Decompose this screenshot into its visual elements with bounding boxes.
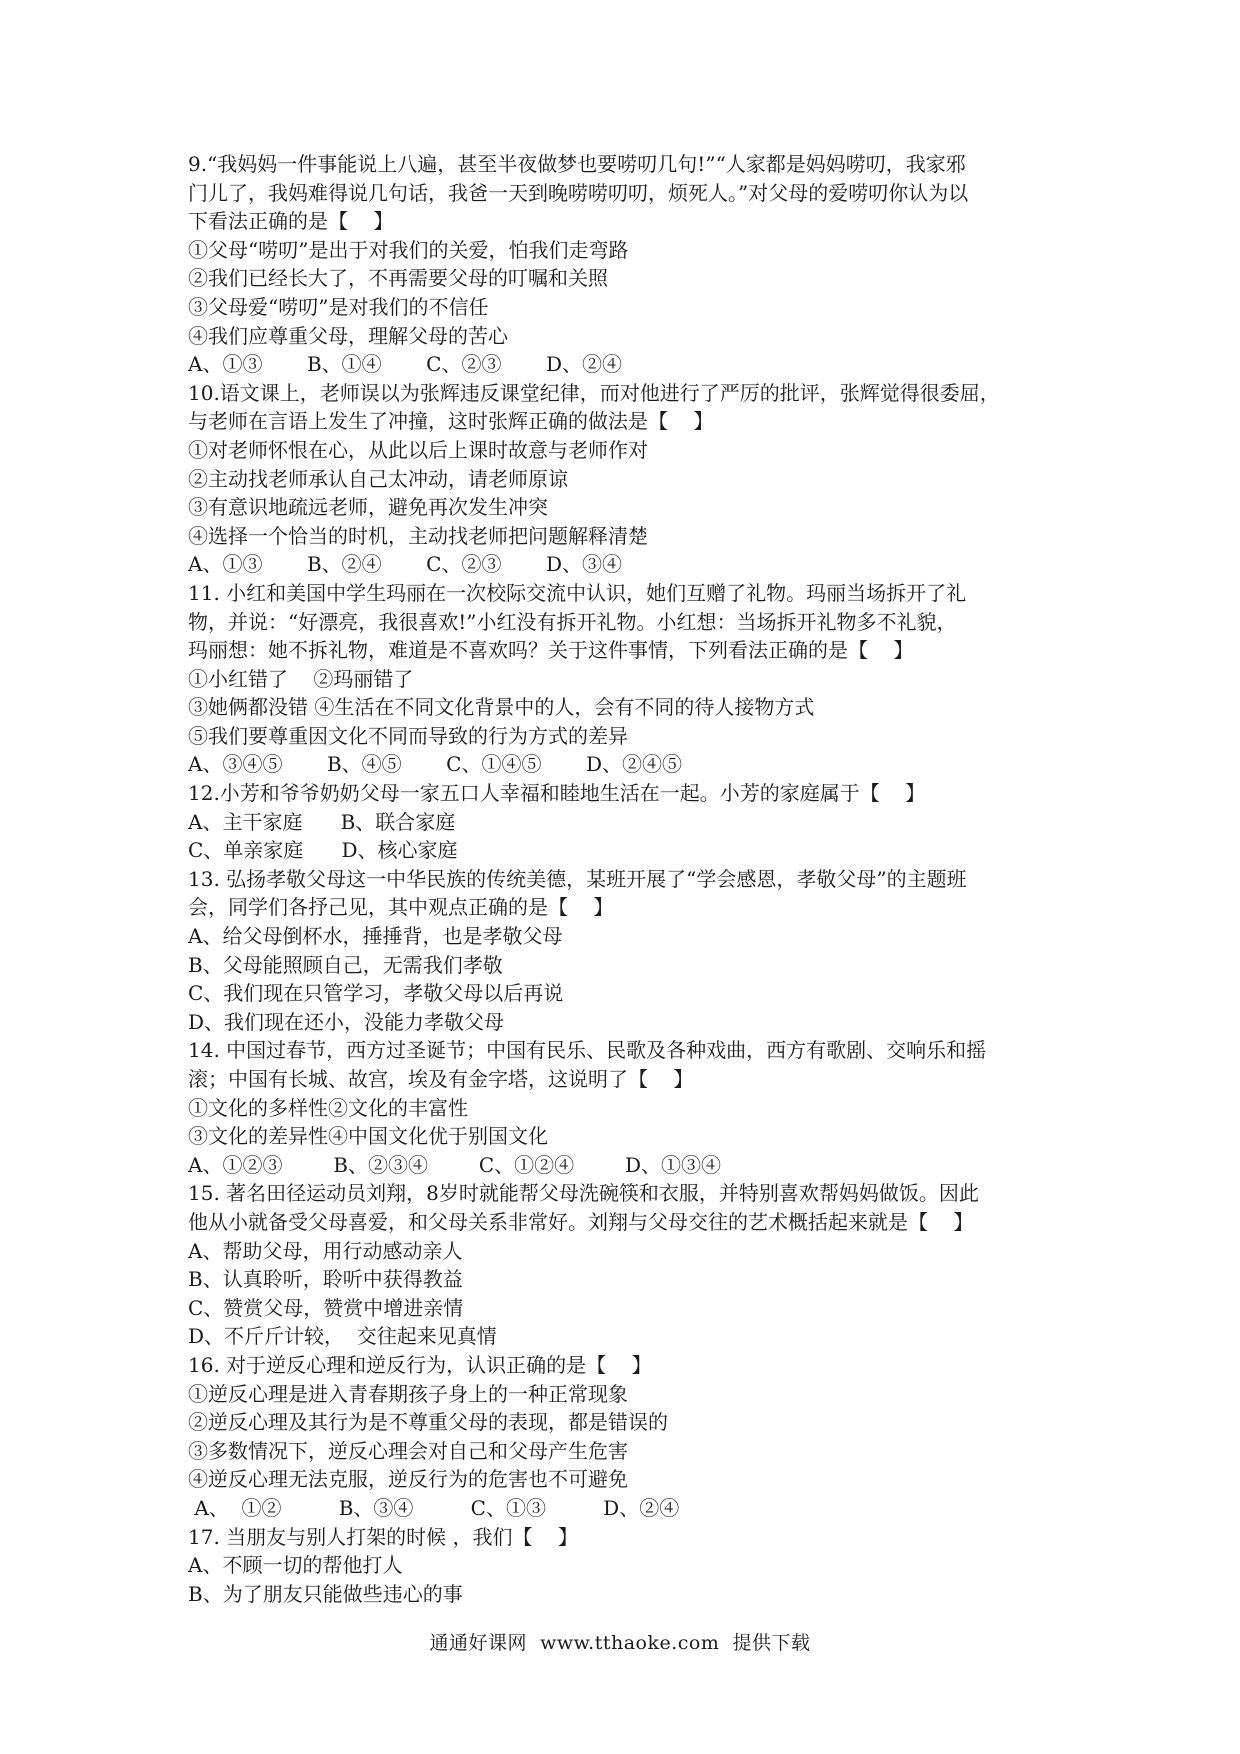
text-line: ④我们应尊重父母，理解父母的苦心 bbox=[188, 323, 508, 348]
text-line: 11. 小红和美国中学生玛丽在一次校际交流中认识，她们互赠了礼物。玛丽当场拆开了礼 bbox=[188, 580, 967, 605]
text-line: ①文化的多样性②文化的丰富性 bbox=[188, 1095, 468, 1120]
text-line: 14. 中国过春节，西方过圣诞节；中国有民乐、民歌及各种戏曲，西方有歌剧、交响乐和摇 bbox=[188, 1038, 987, 1063]
text-line: A、主干家庭 B、联合家庭 bbox=[188, 809, 456, 834]
text-line: ①逆反心理是进入青春期孩子身上的一种正常现象 bbox=[188, 1381, 628, 1406]
text-line: C、单亲家庭 D、核心家庭 bbox=[188, 838, 458, 863]
text-line: A、①③ B、①④ C、②③ D、②④ bbox=[188, 352, 622, 377]
text-line: A、给父母倒杯水，捶捶背，也是孝敬父母 bbox=[188, 924, 563, 949]
text-line: D、不斤斤计较， 交往起来见真情 bbox=[188, 1324, 497, 1349]
text-line: 滚；中国有长城、故宫，埃及有金字塔，这说明了【 】 bbox=[188, 1067, 694, 1091]
text-line: A、 ①② B、③④ C、①③ D、②④ bbox=[188, 1495, 680, 1520]
text-line: 玛丽想：她不拆礼物，难道是不喜欢吗？关于这件事情，下列看法正确的是【 】 bbox=[188, 638, 914, 663]
text-line: 13. 弘扬孝敬父母这一中华民族的传统美德，某班开展了“学会感恩，孝敬父母”的主题班 bbox=[188, 866, 967, 891]
text-line: A、帮助父母，用行动感动亲人 bbox=[188, 1238, 463, 1263]
text-line: ①对老师怀恨在心，从此以后上课时故意与老师作对 bbox=[188, 437, 648, 462]
text-line: A、③④⑤ B、④⑤ C、①④⑤ D、②④⑤ bbox=[188, 752, 682, 777]
text-line: ②主动找老师承认自己太冲动，请老师原谅 bbox=[188, 466, 568, 491]
text-line: ③有意识地疏远老师，避免再次发生冲突 bbox=[188, 495, 548, 520]
text-line: B、为了朋友只能做些违心的事 bbox=[188, 1581, 463, 1606]
text-line: ④选择一个恰当的时机，主动找老师把问题解释清楚 bbox=[188, 523, 648, 548]
text-line: 他从小就备受父母喜爱，和父母关系非常好。刘翔与父母交往的艺术概括起来就是【 】 bbox=[188, 1209, 974, 1234]
text-line: 物，并说：“好漂亮，我很喜欢!”小红没有拆开礼物。小红想：当场拆开礼物多不礼貌， bbox=[188, 609, 957, 634]
text-line: A、①②③ B、②③④ C、①②④ D、①③④ bbox=[188, 1152, 722, 1177]
text-line: 与老师在言语上发生了冲撞，这时张辉正确的做法是【 】 bbox=[188, 409, 714, 434]
text-line: ①小红错了 ②玛丽错了 bbox=[188, 666, 414, 691]
text-line: ②逆反心理及其行为是不尊重父母的表现，都是错误的 bbox=[188, 1410, 668, 1435]
text-line: 16. 对于逆反心理和逆反行为，认识正确的是【 】 bbox=[188, 1352, 652, 1377]
text-line: 17. 当朋友与别人打架的时候 ，我们【 】 bbox=[188, 1524, 578, 1549]
text-line: A、不顾一切的帮他打人 bbox=[188, 1553, 403, 1578]
text-line: 门儿了，我妈难得说几句话，我爸一天到晚唠唠叨叨，烦死人。”对父母的爱唠叨你认为以 bbox=[188, 180, 969, 205]
page-footer: 通通好课网 www.tthaoke.com 提供下载 bbox=[429, 1632, 811, 1654]
text-line: 下看法正确的是【 】 bbox=[188, 209, 394, 234]
text-line: B、认真聆听，聆听中获得教益 bbox=[188, 1267, 463, 1292]
text-line: C、我们现在只管学习，孝敬父母以后再说 bbox=[188, 981, 564, 1006]
question-text-block bbox=[188, 150, 1068, 1608]
text-line: C、赞赏父母，赞赏中增进亲情 bbox=[188, 1295, 464, 1320]
text-line: ③文化的差异性④中国文化优于别国文化 bbox=[188, 1124, 548, 1149]
text-line: ⑤我们要尊重因文化不同而导致的行为方式的差异 bbox=[188, 723, 628, 748]
text-line: ④逆反心理无法克服，逆反行为的危害也不可避免 bbox=[188, 1467, 628, 1492]
text-line: ③父母爱“唠叨”是对我们的不信任 bbox=[188, 294, 489, 319]
text-line: 9.“我妈妈一件事能说上八遍，甚至半夜做梦也要唠叨几句!”“人家都是妈妈唠叨，我家邪 bbox=[188, 152, 966, 176]
text-line: ③多数情况下，逆反心理会对自己和父母产生危害 bbox=[188, 1438, 628, 1463]
text-line: 10.语文课上，老师误以为张辉违反课堂纪律，而对他进行了严厉的批评，张辉觉得很委屈， bbox=[188, 380, 1000, 405]
text-line: ①父母“唠叨”是出于对我们的关爱，怕我们走弯路 bbox=[188, 237, 629, 262]
text-line: D、我们现在还小，没能力孝敬父母 bbox=[188, 1009, 505, 1034]
text-line: ③她俩都没错 ④生活在不同文化背景中的人，会有不同的待人接物方式 bbox=[188, 695, 815, 720]
text-line: A、①③ B、②④ C、②③ D、③④ bbox=[188, 552, 622, 577]
text-line: 会，同学们各抒己见，其中观点正确的是【 】 bbox=[188, 895, 614, 920]
text-line: B、父母能照顾自己，无需我们孝敬 bbox=[188, 952, 503, 977]
text-line: ②我们已经长大了，不再需要父母的叮嘱和关照 bbox=[188, 266, 608, 291]
text-line: 15. 著名田径运动员刘翔，8岁时就能帮父母洗碗筷和衣服，并特别喜欢帮妈妈做饭。因此 bbox=[188, 1181, 979, 1206]
text-line: 12.小芳和爷爷奶奶父母一家五口人幸福和睦地生活在一起。小芳的家庭属于【 】 bbox=[188, 781, 926, 806]
